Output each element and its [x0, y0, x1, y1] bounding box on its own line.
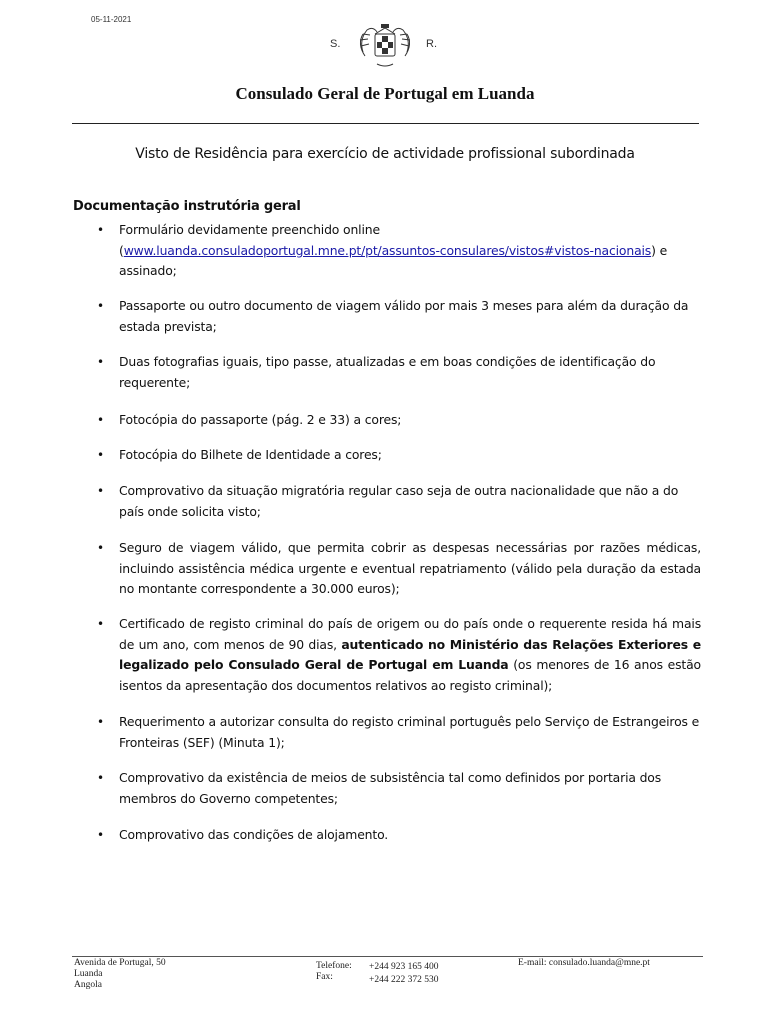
fax-number: +244 222 372 530 — [369, 975, 439, 985]
list-item-text: Fotocópia do Bilhete de Identidade a cores; — [119, 447, 382, 462]
list-item-text — [119, 614, 701, 696]
address-line: Luanda — [74, 969, 103, 979]
header-divider — [72, 123, 699, 124]
section-title: Documentação instrutória geral — [73, 199, 301, 214]
phone-number: +244 923 165 400 — [369, 962, 439, 972]
bullet-icon: • — [97, 715, 104, 729]
visa-form-link[interactable]: www.luanda.consuladoportugal.mne.pt/pt/assuntos-consulares/vistos#vistos-nacionais — [123, 242, 652, 258]
list-item — [97, 445, 701, 466]
list-item — [97, 825, 701, 846]
list-item-bold-text: autenticado no Ministério das Relações Exteriores e legalizado pelo Consulado Geral de Portugal em Luanda — [119, 636, 702, 672]
bullet-icon: • — [97, 413, 104, 427]
bullet-icon: • — [97, 484, 104, 498]
list-item — [97, 410, 701, 431]
bullet-icon: • — [97, 771, 104, 785]
footer-address — [74, 958, 166, 991]
footer-email[interactable]: E-mail: consulado.luanda@mne.pt — [518, 958, 650, 968]
document-title: Visto de Residência para exercício de actividade profissional subordinada — [135, 146, 635, 162]
list-item — [97, 352, 701, 393]
list-item-text: Comprovativo da situação migratória regular caso seja de outra nacionalidade que não a do país onde solicita visto; — [119, 483, 679, 519]
list-item — [97, 538, 701, 600]
bullet-icon: • — [97, 448, 104, 462]
phone-label: Telefone: — [316, 961, 352, 971]
list-item-text: Duas fotografias iguais, tipo passe, atualizadas e em boas condições de identificação do requerente; — [119, 354, 656, 390]
bullet-icon: • — [97, 299, 104, 313]
list-item-text: Requerimento a autorizar consulta do registo criminal português pelo Serviço de Estrangeiros e Fronteiras (SEF) (Minuta 1); — [119, 714, 700, 750]
bullet-icon: • — [97, 541, 104, 555]
address-line: Angola — [74, 980, 102, 990]
list-item-text: Fotocópia do passaporte (pág. 2 e 33) a cores; — [119, 412, 402, 427]
list-item-text: Seguro de viagem válido, que permita cobrir as despesas necessárias por razões médicas, incluindo assistência médica urgente e eventual repatriamento (válido pela duração da estada no montante correspondente a 30.000 euros); — [119, 540, 701, 596]
list-item-text: Comprovativo das condições de alojamento. — [119, 827, 389, 842]
list-item — [97, 712, 701, 753]
bullet-icon: • — [97, 617, 104, 631]
list-item-text: Comprovativo da existência de meios de subsistência tal como definidos por portaria dos membros do Governo competentes; — [119, 770, 662, 806]
footer-contact-labels — [316, 961, 352, 983]
document-date: 05-11-2021 — [91, 15, 132, 24]
address-line: Avenida de Portugal, 50 — [74, 958, 166, 968]
crest-left-letter: S. — [330, 38, 341, 50]
list-item — [97, 768, 701, 809]
crest-right-letter: R. — [426, 38, 437, 50]
list-item — [97, 296, 701, 337]
bullet-icon: • — [97, 223, 104, 237]
list-item — [97, 481, 701, 522]
list-item-text-part: (os menores de 16 anos estão isentos da apresentação dos documentos relativos ao registo criminal); — [119, 657, 701, 693]
list-item-text: Passaporte ou outro documento de viagem válido por mais 3 meses para além da duração da estada prevista; — [119, 298, 689, 334]
footer-divider — [72, 956, 703, 957]
list-item-text — [119, 220, 701, 282]
list-item-text-part: ) e assinado; — [119, 242, 668, 278]
list-item-text-part: Certificado de registo criminal do país de origem ou do país onde o requerente resida há mais de um ano, com menos de 90 dias, — [119, 616, 701, 652]
bullet-icon: • — [97, 355, 104, 369]
list-item — [97, 614, 701, 696]
fax-label: Fax: — [316, 972, 333, 982]
list-item — [97, 220, 701, 282]
list-item-text-part: Formulário devidamente preenchido online ( — [119, 222, 380, 258]
consulate-name: Consulado Geral de Portugal em Luanda — [235, 84, 535, 103]
footer-contact-numbers — [369, 961, 438, 987]
bullet-icon: • — [97, 828, 104, 842]
coat-of-arms-icon — [355, 22, 415, 68]
